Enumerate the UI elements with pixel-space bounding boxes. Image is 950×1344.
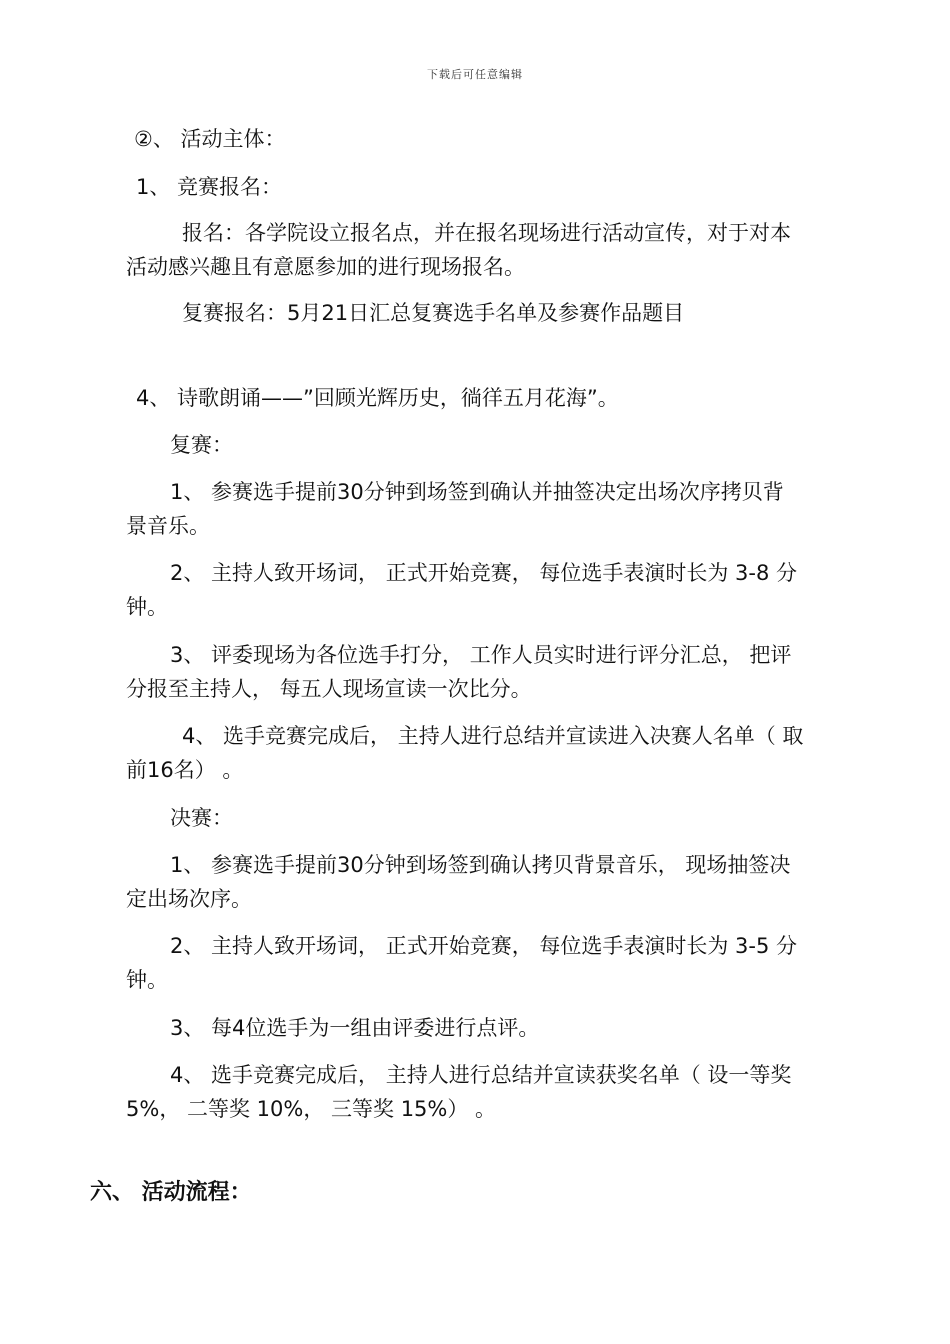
text-line: 2、 主持人致开场词， 正式开始竞赛， 每位选手表演时长为 3-5 分 [170,934,798,958]
text-line: 1、 参赛选手提前30分钟到场签到确认并抽签决定出场次序拷贝背 [170,480,784,504]
text-line: 3、 评委现场为各位选手打分， 工作人员实时进行评分汇总， 把评 [170,643,792,667]
text-line: 景音乐。 [126,514,210,538]
text-line: 5%， 二等奖 10%， 三等奖 15%） 。 [126,1097,497,1121]
text-line: 4、 诗歌朗诵——”回顾光辉历史，徜徉五月花海”。 [136,386,619,410]
page-header: 下载后可任意编辑 [427,68,523,81]
text-line: 4、 选手竞赛完成后， 主持人进行总结并宣读进入决赛人名单（ 取 [182,724,804,748]
text-line: 1、 参赛选手提前30分钟到场签到确认拷贝背景音乐， 现场抽签决 [170,853,791,877]
text-line: 复赛报名：5月21日汇总复赛选手名单及参赛作品题目 [182,301,685,325]
text-line: 2、 主持人致开场词， 正式开始竞赛， 每位选手表演时长为 3-8 分 [170,561,798,585]
text-line: 3、 每4位选手为一组由评委进行点评。 [170,1016,540,1040]
text-line: ②、 活动主体： [134,127,286,151]
subheading-semifinal: 复赛： [170,433,233,457]
subheading-final: 决赛： [170,806,233,830]
text-line: 钟。 [126,595,168,619]
text-line: 报名：各学院设立报名点，并在报名现场进行活动宣传，对于对本 [182,221,791,245]
section-heading: 六、 活动流程： [90,1180,252,1205]
text-line: 钟。 [126,968,168,992]
text-line: 前16名） 。 [126,758,244,782]
text-line: 4、 选手竞赛完成后， 主持人进行总结并宣读获奖名单（ 设一等奖 [170,1063,792,1087]
text-line: 活动感兴趣且有意愿参加的进行现场报名。 [126,255,525,279]
text-line: 分报至主持人， 每五人现场宣读一次比分。 [126,677,532,701]
text-line: 定出场次序。 [126,887,252,911]
text-line: 1、 竞赛报名： [136,175,283,199]
